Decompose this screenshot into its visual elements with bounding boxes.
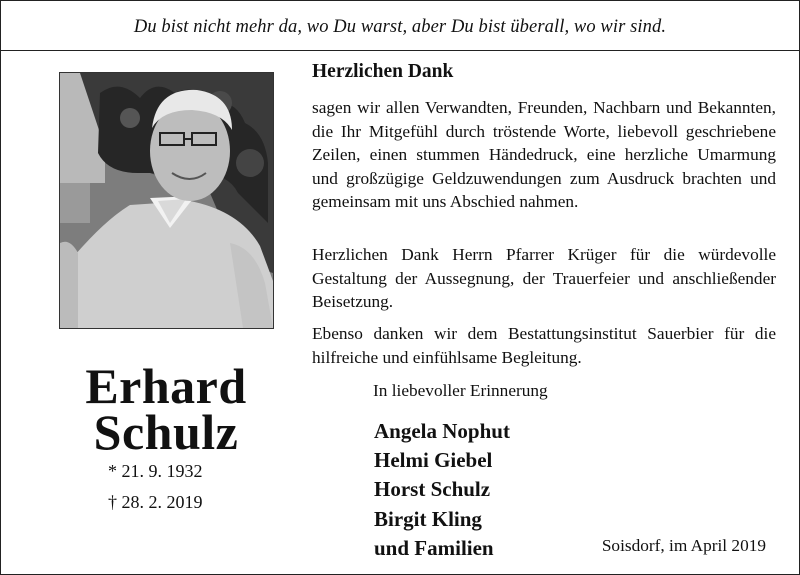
place-date: Soisdorf, im April 2019	[601, 536, 766, 555]
divider	[0, 50, 800, 51]
portrait-photo-icon	[60, 73, 273, 328]
signer: und Familien	[374, 535, 494, 560]
thanks-paragraph-3: Ebenso danken wir dem Bestattungsinstitut Sauerbier für die hilfreiche und einfühlsame Begleitung.	[312, 324, 776, 367]
thanks-heading: Herzlichen Dank	[312, 61, 454, 82]
portrait-photo	[59, 72, 274, 329]
signer: Angela Nophut	[374, 419, 510, 443]
remembrance-line: In liebevoller Erinnerung	[373, 381, 548, 400]
deceased-last-name: Schulz	[93, 404, 239, 460]
signer: Horst Schulz	[374, 477, 491, 502]
motto: Du bist nicht mehr da, wo Du warst, aber Du bist überall, wo wir sind.	[133, 17, 667, 37]
signers-list	[374, 417, 510, 563]
deceased-first-name: Erhard	[85, 358, 247, 414]
thanks-paragraph-2: Herzlichen Dank Herrn Pfarrer Krüger für die würdevolle Gestaltung der Aussegnung, der Trauerfeier und anschließender Beisetzung.	[312, 245, 776, 312]
signer: Birgit Kling	[374, 506, 482, 531]
thanks-paragraph-1: sagen wir allen Verwandten, Freunden, Nachbarn und Bekannten, die Ihr Mitgefühl durch tröstende Worte, liebevoll geschriebene Zeilen, einen stummen Händedruck, eine herzliche Umarmung und großzügige Geldzuwendungen zum Ausdruck brachten und gemeinsam mit uns Abschied nahmen.	[312, 98, 776, 212]
death-date: † 28. 2. 2019	[108, 492, 203, 512]
signer: Helmi Giebel	[374, 448, 493, 473]
birth-date: * 21. 9. 1932	[108, 461, 203, 481]
